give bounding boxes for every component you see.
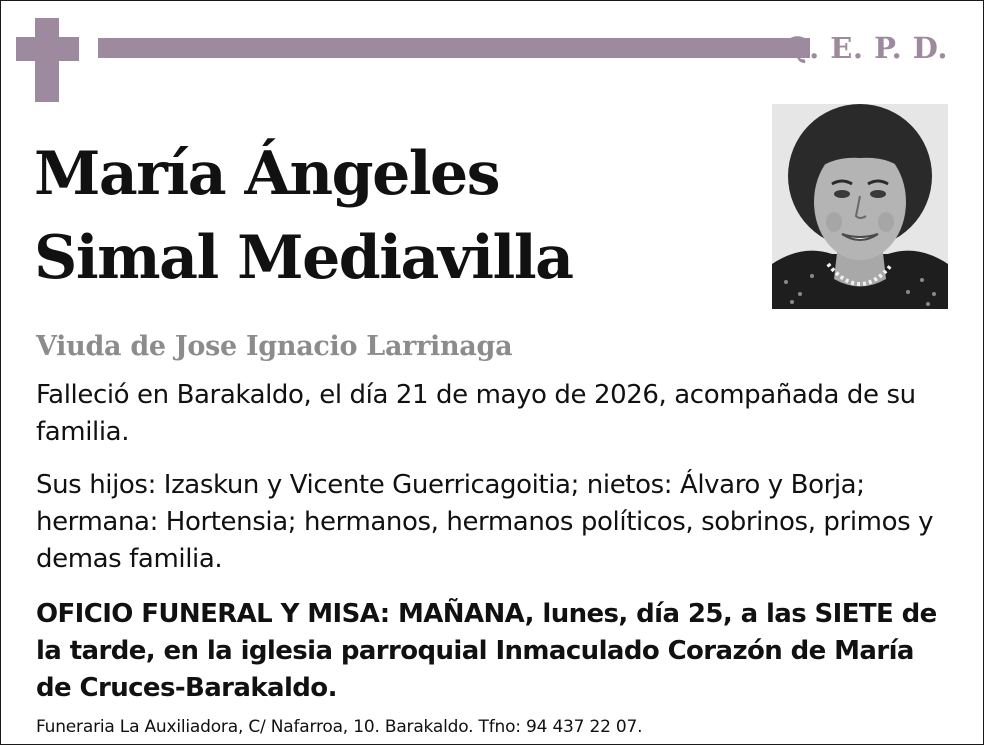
name-line-2: Simal Mediavilla bbox=[34, 223, 573, 293]
header-rule bbox=[98, 38, 810, 58]
portrait-photo bbox=[772, 104, 948, 309]
name-line-1: María Ángeles bbox=[34, 139, 500, 209]
deceased-name bbox=[34, 132, 573, 300]
family-list: Sus hijos: Izaskun y Vicente Guerricagoitia; nietos: Álvaro y Borja; hermana: Hortensia; hermanos, hermanos políticos, sobrinos, primos y demas familia. bbox=[36, 470, 934, 574]
death-announcement: Falleció en Barakaldo, el día 21 de mayo de 2026, acompañada de su familia. bbox=[36, 380, 916, 447]
funeral-home-footer: Funeraria La Auxiliadora, C/ Nafarroa, 10. Barakaldo. Tfno: 94 437 22 07. bbox=[36, 717, 643, 737]
widow-subtitle: Viuda de Jose Ignacio Larrinaga bbox=[36, 331, 513, 362]
qepd-label: Q. E. P. D. bbox=[784, 31, 948, 65]
funeral-service: OFICIO FUNERAL Y MISA: MAÑANA, lunes, día 25, a las SIETE de la tarde, en la iglesia parroquial Inmaculado Corazón de María de Cruces-Barakaldo. bbox=[36, 599, 937, 703]
